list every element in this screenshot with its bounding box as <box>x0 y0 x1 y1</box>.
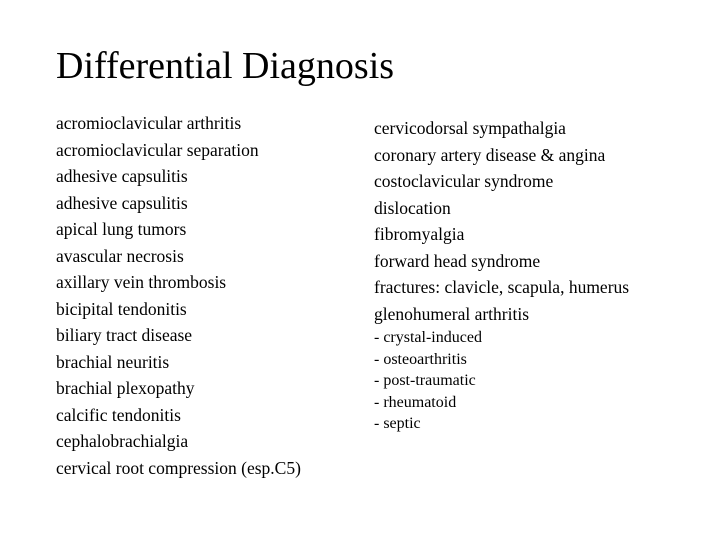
left-diagnosis-list <box>56 110 301 481</box>
list-item: fractures: clavicle, scapula, humerus <box>374 277 630 297</box>
list-item: acromioclavicular separation <box>56 139 259 160</box>
list-item: acromioclavicular arthritis <box>56 113 242 133</box>
list-item: cephalobrachialgia <box>56 431 189 451</box>
sub-list-item: - septic <box>374 415 421 433</box>
list-item: adhesive capsulitis <box>56 166 188 186</box>
list-item: apical lung tumors <box>56 219 187 239</box>
list-item: dislocation <box>374 197 451 218</box>
sub-list-item: - osteoarthritis <box>374 350 467 368</box>
list-item: bicipital tendonitis <box>56 298 187 319</box>
list-item: adhesive capsulitis <box>56 192 188 213</box>
list-item: biliary tract disease <box>56 325 193 345</box>
sub-list-item: - post-traumatic <box>374 372 476 390</box>
slide-title: Differential Diagnosis <box>56 45 395 87</box>
list-item: avascular necrosis <box>56 245 184 266</box>
sub-list-item: - crystal-induced <box>374 329 482 346</box>
list-item: calcific tendonitis <box>56 404 181 425</box>
right-diagnosis-list <box>374 115 629 435</box>
list-item: brachial plexopathy <box>56 378 195 398</box>
list-item: brachial neuritis <box>56 351 170 372</box>
list-item: coronary artery disease & angina <box>374 144 606 165</box>
list-item: fibromyalgia <box>374 224 465 244</box>
list-item: costoclavicular syndrome <box>374 171 554 191</box>
list-item: forward head syndrome <box>374 250 541 271</box>
list-item: cervical root compression (esp.C5) <box>56 457 301 478</box>
list-item: glenohumeral arthritis <box>374 303 530 324</box>
list-item: cervicodorsal sympathalgia <box>374 118 566 138</box>
sub-list-item: - rheumatoid <box>374 393 457 411</box>
list-item: axillary vein thrombosis <box>56 272 227 292</box>
